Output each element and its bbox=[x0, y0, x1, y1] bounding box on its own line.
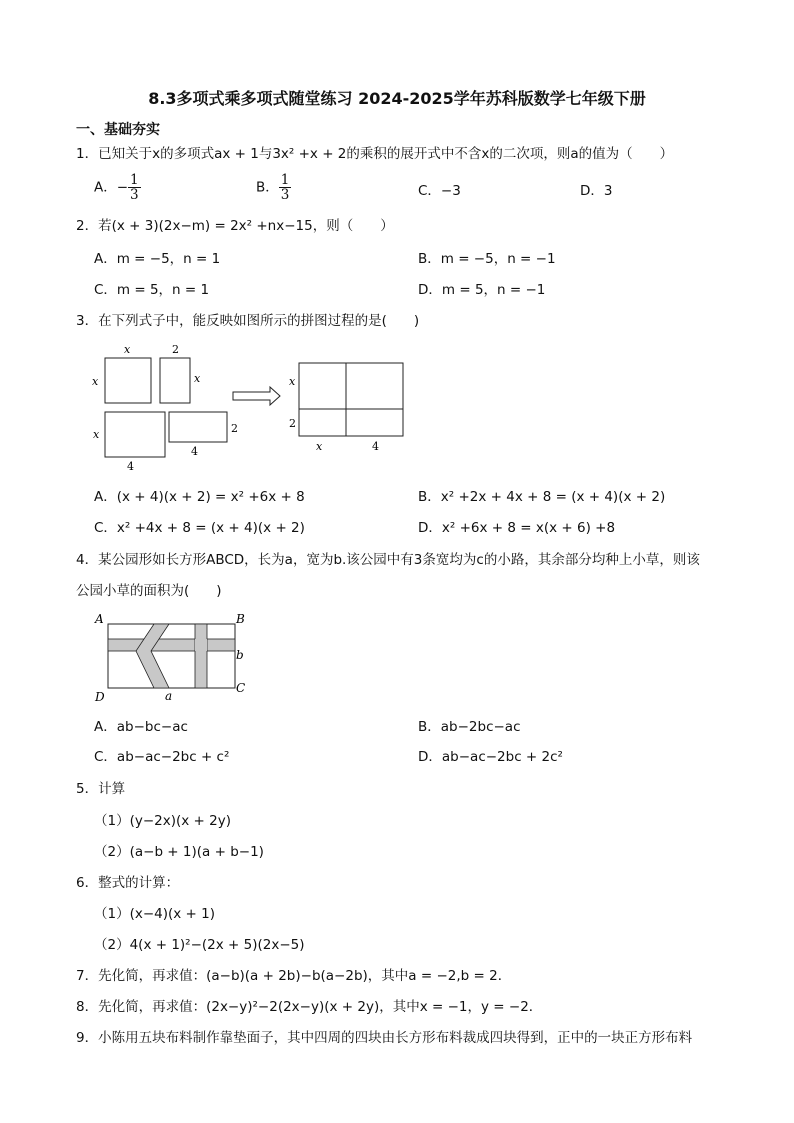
q1-stem: 1．已知关于x的多项式ax + 1与3x² +x + 2的乘积的展开式中不含x的二次项，则a的值为（ ） bbox=[76, 146, 674, 162]
q1-b-numerator: 1 bbox=[280, 172, 290, 188]
q4-park-rect bbox=[108, 624, 235, 688]
q4-horizontal-path bbox=[108, 639, 235, 651]
q3-label-4-combined-bottom: 4 bbox=[372, 440, 379, 453]
q1-option-a bbox=[94, 173, 141, 202]
q4-option-b: B．ab−2bc−ac bbox=[418, 719, 521, 735]
q3-label-4-bottom2: 4 bbox=[191, 445, 198, 458]
q4-figure bbox=[90, 610, 260, 705]
section-heading: 一、基础夯实 bbox=[76, 122, 160, 138]
q4-vertex-d: D bbox=[95, 690, 105, 704]
q6-part-2: （2）4(x + 1)²−(2x + 5)(2x−5) bbox=[94, 937, 305, 953]
q3-label-x-combined-bottom: x bbox=[316, 440, 323, 453]
q3-square-x bbox=[105, 358, 151, 403]
q3-option-b: B．x² +2x + 4x + 8 = (x + 4)(x + 2) bbox=[418, 489, 666, 505]
q1-option-d: D．3 bbox=[580, 183, 613, 199]
q4-label-a: a bbox=[165, 689, 173, 703]
q3-rect-2x bbox=[160, 358, 190, 403]
q4-crossing bbox=[195, 639, 207, 651]
q3-stem: 3．在下列式子中，能反映如图所示的拼图过程的是( ) bbox=[76, 313, 420, 329]
q6-part-1: （1）(x−4)(x + 1) bbox=[94, 906, 216, 922]
q1-option-b-fraction bbox=[279, 173, 292, 202]
q3-label-x-top: x bbox=[124, 343, 131, 356]
q9-stem: 9．小陈用五块布料制作靠垫面子，其中四周的四块由长方形布料裁成四块得到，正中的一块正方形布料 bbox=[76, 1030, 693, 1046]
q4-vertex-c: C bbox=[236, 681, 246, 695]
q4-stem-line1: 4．某公园形如长方形ABCD，长为a，宽为b.该公园中有3条宽均为c的小路，其余部分均种上小草，则该 bbox=[76, 552, 700, 568]
q4-vertical-path bbox=[195, 624, 207, 688]
q1-b-denominator: 3 bbox=[280, 187, 290, 203]
q5-part-1: （1）(y−2x)(x + 2y) bbox=[94, 813, 231, 829]
q1-option-c: C．−3 bbox=[418, 183, 461, 199]
q7-stem: 7．先化简，再求值：(a−b)(a + 2b)−b(a−2b)，其中a = −2,b = 2． bbox=[76, 968, 512, 984]
q3-rect-42 bbox=[169, 412, 227, 442]
q3-label-x-left: x bbox=[92, 375, 99, 388]
q3-label-2-right: 2 bbox=[231, 422, 238, 435]
q4-stem-line2: 公园小草的面积为( ) bbox=[76, 583, 222, 599]
q4-option-a: A．ab−bc−ac bbox=[94, 719, 188, 735]
q4-option-c: C．ab−ac−2bc + c² bbox=[94, 749, 230, 765]
q3-option-c: C．x² +4x + 8 = (x + 4)(x + 2) bbox=[94, 520, 305, 536]
q6-stem: 6．整式的计算： bbox=[76, 875, 180, 891]
q3-label-x-right: x bbox=[194, 372, 201, 385]
q3-figure bbox=[88, 338, 418, 470]
q2-option-b: B．m = −5，n = −1 bbox=[418, 251, 556, 267]
q3-option-d: D．x² +6x + 8 = x(x + 6) +8 bbox=[418, 520, 616, 536]
q4-vertex-b: B bbox=[236, 612, 245, 626]
q3-arrow-icon bbox=[233, 387, 280, 405]
q1-option-a-fraction bbox=[128, 173, 141, 202]
q1-option-b-label: B． bbox=[256, 179, 279, 196]
q4-label-b: b bbox=[236, 648, 244, 662]
q3-label-4-bottom: 4 bbox=[127, 460, 134, 470]
q2-option-d: D．m = 5，n = −1 bbox=[418, 282, 546, 298]
q5-stem: 5．计算 bbox=[76, 781, 126, 797]
q3-rect-4x bbox=[105, 412, 165, 457]
q1-option-b bbox=[256, 173, 291, 202]
q1-a-numerator: 1 bbox=[130, 172, 139, 188]
q4-option-d: D．ab−ac−2bc + 2c² bbox=[418, 749, 563, 765]
q1-option-a-label: A．− bbox=[94, 179, 129, 196]
q2-stem: 2．若(x + 3)(2x−m) = 2x² +nx−15，则（ ） bbox=[76, 218, 394, 234]
q1-a-denominator: 3 bbox=[130, 187, 139, 203]
q3-option-a: A．(x + 4)(x + 2) = x² +6x + 8 bbox=[94, 489, 305, 505]
q2-option-c: C．m = 5，n = 1 bbox=[94, 282, 210, 298]
q3-label-2-top: 2 bbox=[172, 343, 179, 356]
q4-vertex-a: A bbox=[95, 612, 104, 626]
q3-label-x-combined-left: x bbox=[289, 375, 296, 388]
q2-option-a: A．m = −5，n = 1 bbox=[94, 251, 221, 267]
q3-label-x-left2: x bbox=[93, 428, 100, 441]
q3-combined-rect bbox=[299, 363, 403, 436]
q3-label-2-combined-left: 2 bbox=[289, 417, 296, 430]
q8-stem: 8．先化简，再求值：(2x−y)²−2(2x−y)(x + 2y)，其中x = −1，y = −2． bbox=[76, 999, 543, 1015]
q5-part-2: （2）(a−b + 1)(a + b−1) bbox=[94, 844, 264, 860]
page-title: 8.3多项式乘多项式随堂练习 2024-2025学年苏科版数学七年级下册 bbox=[148, 89, 646, 108]
